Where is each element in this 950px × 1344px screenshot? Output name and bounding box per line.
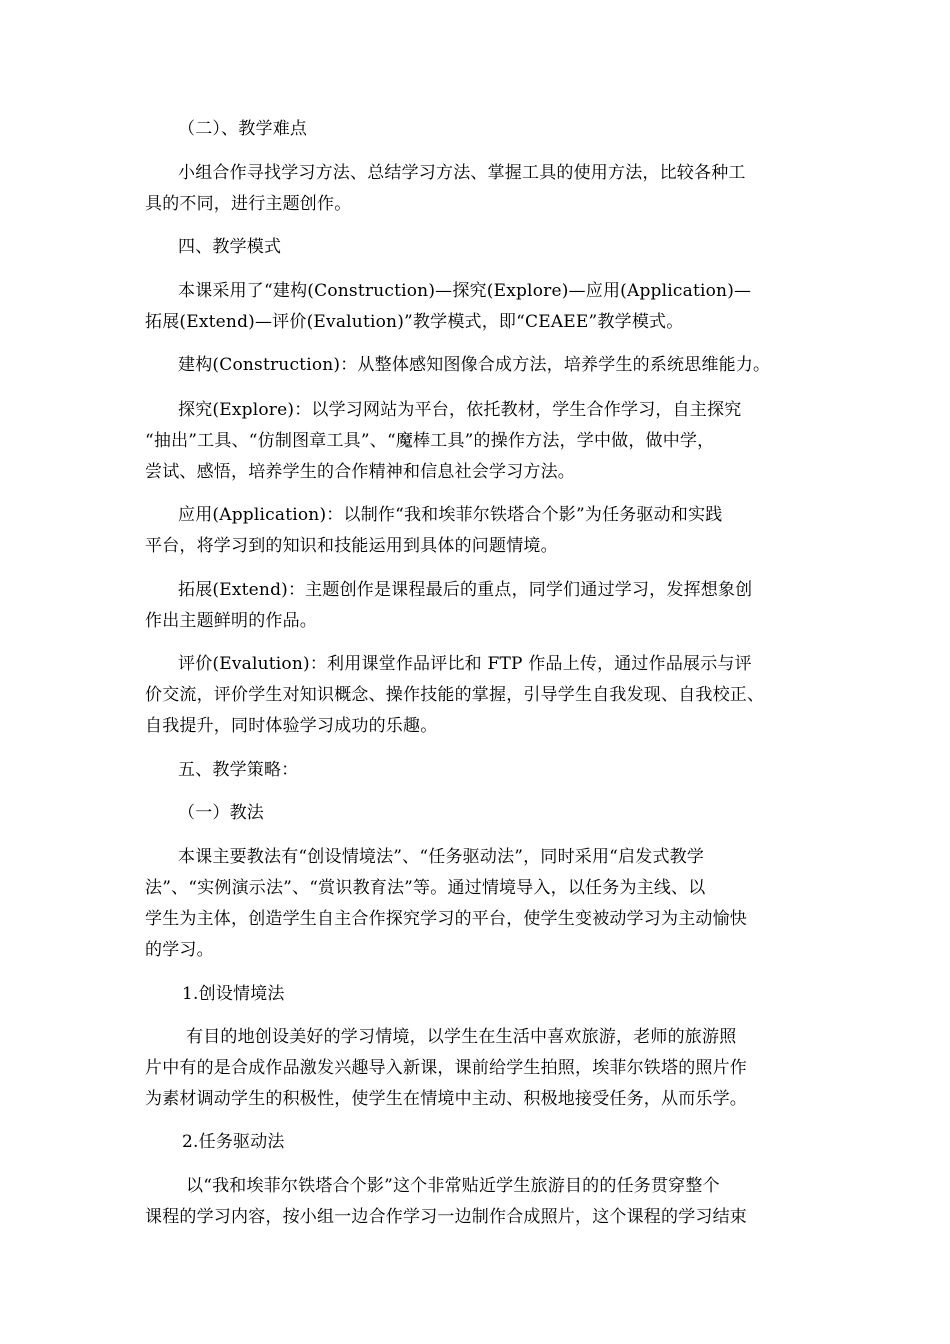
section-heading-teaching-strategy: 五、教学策略： [178, 760, 299, 780]
method-heading-situation: 1.创设情境法 [182, 984, 285, 1004]
paragraph-line: 应用(Application)：以制作“我和埃菲尔铁塔合个影”为任务驱动和实践 [178, 505, 723, 525]
paragraph-line: 以“我和埃菲尔铁塔合个影”这个非常贴近学生旅游目的的任务贯穿整个 [186, 1176, 720, 1196]
paragraph-line: 法”、“实例演示法”、“赏识教育法”等。通过情境导入，以任务为主线、以 [145, 878, 706, 898]
paragraph-line: “抽出”工具、“仿制图章工具”、“魔棒工具”的操作方法，学中做，做中学， [145, 431, 715, 451]
paragraph-line: 建构(Construction)：从整体感知图像合成方法，培养学生的系统思维能力。 [178, 355, 771, 375]
paragraph-line: 本课采用了“建构(Construction)—探究(Explore)—应用(Application)— [178, 281, 752, 301]
paragraph-line: 尝试、感悟，培养学生的合作精神和信息社会学习方法。 [145, 462, 575, 482]
paragraph-line: 有目的地创设美好的学习情境，以学生在生活中喜欢旅游，老师的旅游照 [186, 1027, 737, 1047]
paragraph-line: 片中有的是合成作品激发兴趣导入新课，课前给学生拍照，埃菲尔铁塔的照片作 [145, 1058, 747, 1078]
paragraph-line: 的学习。 [145, 940, 214, 960]
paragraph-line: 探究(Explore)：以学习网站为平台，依托教材，学生合作学习，自主探究 [178, 400, 742, 420]
paragraph-line: 作出主题鲜明的作品。 [145, 611, 317, 631]
paragraph-line: 评价(Evalution)：利用课堂作品评比和 FTP 作品上传，通过作品展示与评 [178, 654, 752, 674]
paragraph-line: 具的不同，进行主题创作。 [145, 194, 352, 214]
paragraph-line: 拓展(Extend)：主题创作是课程最后的重点，同学们通过学习，发挥想象创 [178, 580, 753, 600]
subsection-heading-teaching-method: （一）教法 [178, 803, 264, 823]
paragraph-line: 自我提升，同时体验学习成功的乐趣。 [145, 716, 438, 736]
paragraph-line: 平台，将学习到的知识和技能运用到具体的问题情境。 [145, 536, 558, 556]
method-heading-task-driven: 2.任务驱动法 [182, 1132, 285, 1152]
paragraph-line: 学生为主体，创造学生自主合作探究学习的平台，使学生变被动学习为主动愉快 [145, 909, 747, 929]
paragraph-line: 课程的学习内容，按小组一边合作学习一边制作合成照片，这个课程的学习结束 [145, 1207, 747, 1227]
paragraph-line: 为素材调动学生的积极性，使学生在情境中主动、积极地接受任务，从而乐学。 [145, 1089, 747, 1109]
paragraph-line: 本课主要教法有“创设情境法”、“任务驱动法”，同时采用“启发式教学 [178, 847, 705, 867]
section-heading-teaching-difficulty: （二）、教学难点 [178, 119, 308, 139]
section-heading-teaching-mode: 四、教学模式 [178, 237, 282, 257]
paragraph-line: 小组合作寻找学习方法、总结学习方法、掌握工具的使用方法，比较各种工 [178, 163, 746, 183]
paragraph-line: 拓展(Extend)—评价(Evalution)”教学模式，即“CEAEE”教学模式。 [145, 312, 684, 332]
paragraph-line: 价交流，评价学生对知识概念、操作技能的掌握，引导学生自我发现、自我校正、 [145, 685, 765, 705]
